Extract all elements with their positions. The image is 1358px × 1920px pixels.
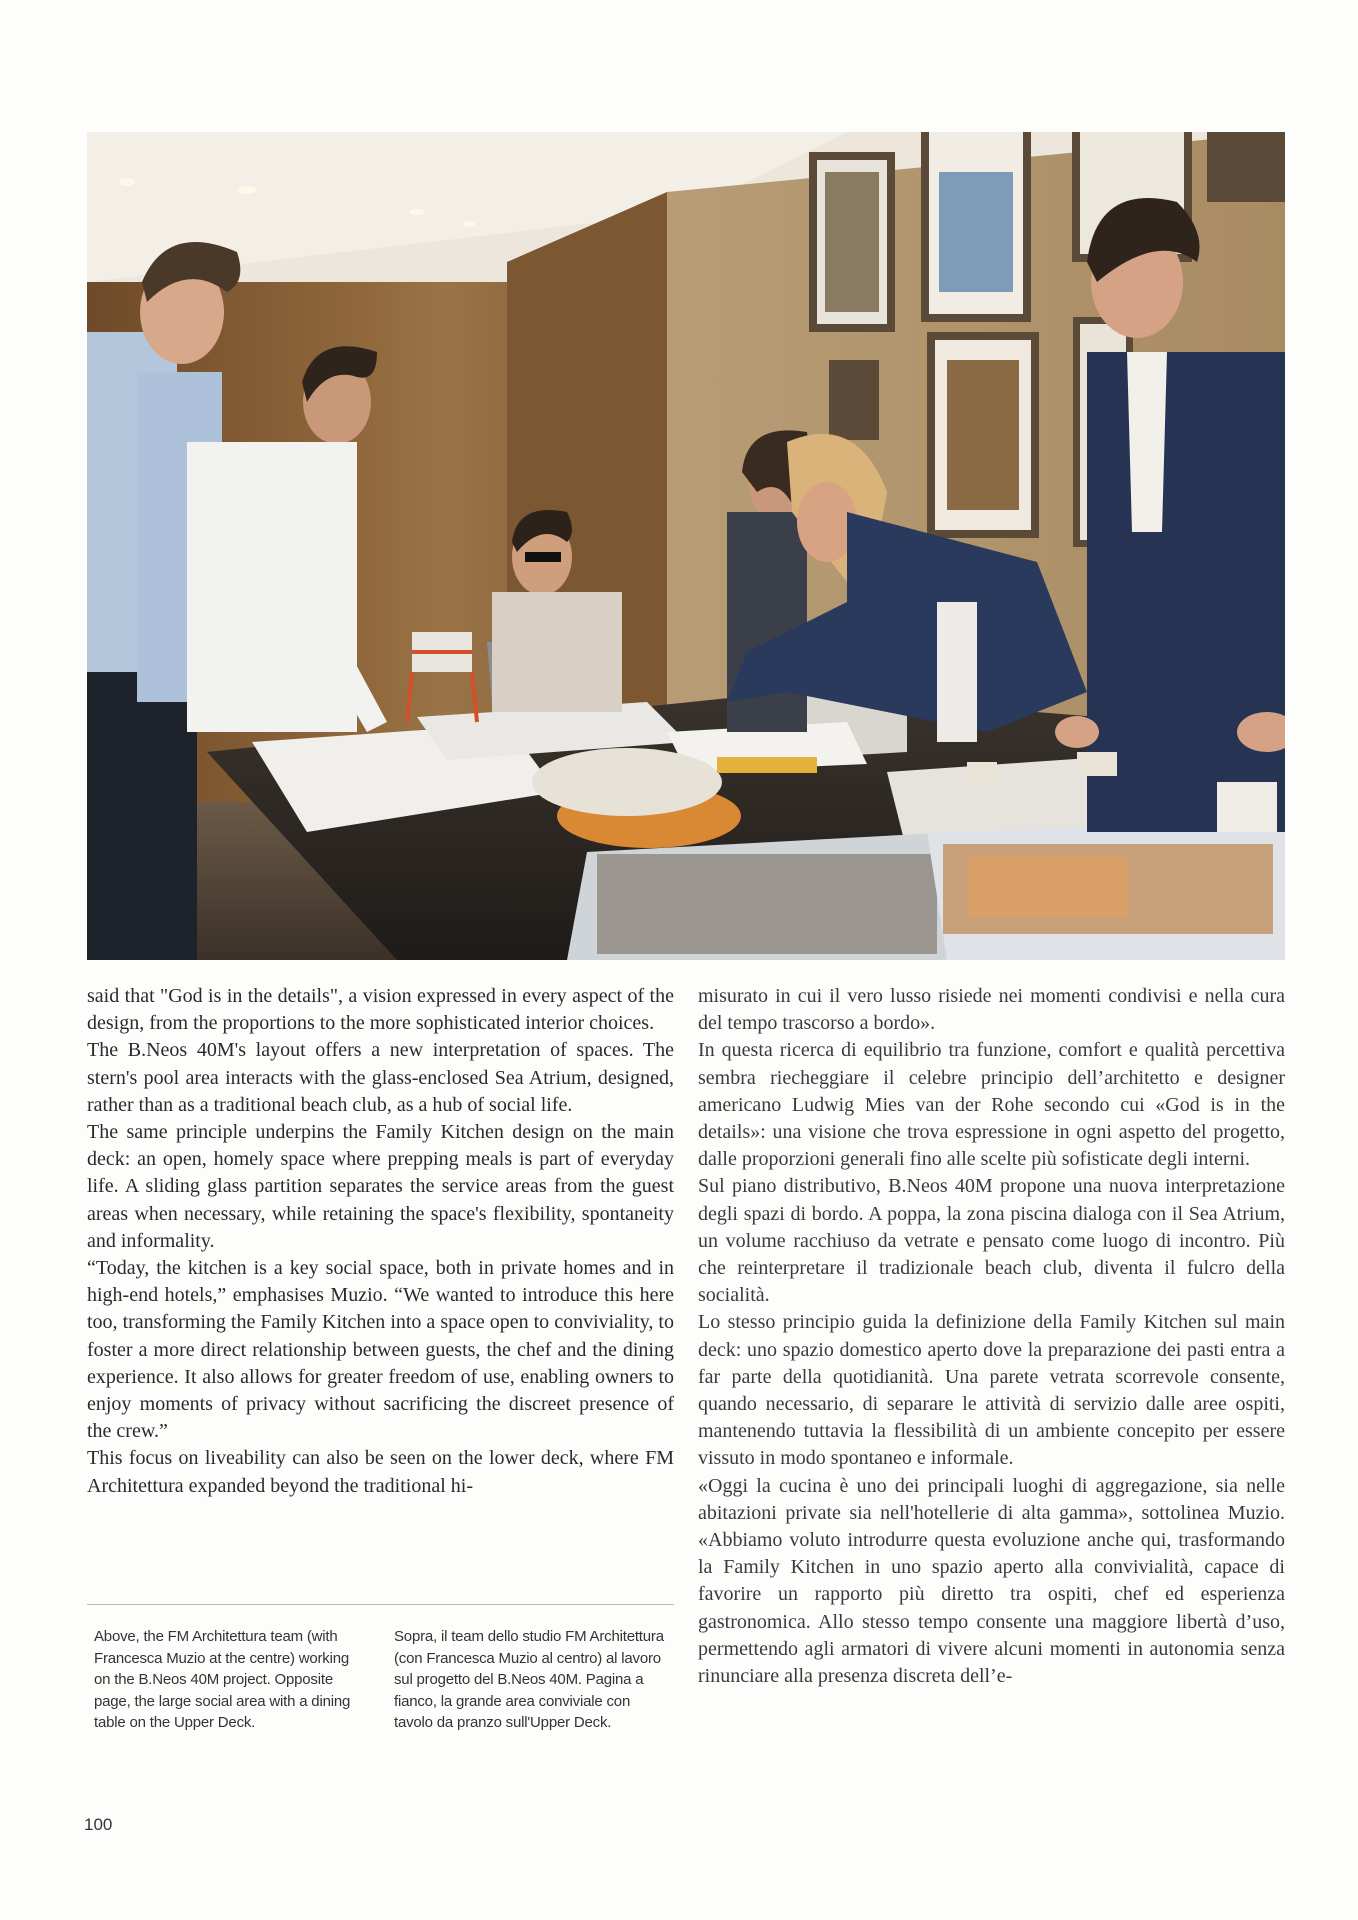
- article-paragraph: The same principle underpins the Family Kitchen design on the main deck: an open, homely space where prepping meals is part of everyday life. A sliding glass partition separates the service areas from the guest areas when necessary, while retaining the space's flexibility, spontaneity and informality.: [87, 1121, 674, 1252]
- article-paragraph: In questa ricerca di equilibrio tra funzione, comfort e qualità percettiva sembra riecheggiare il celebre principio dell’architetto e designer americano Ludwig Mies van der Rohe secondo cui «God is in the details»: una visione che trova espressione in ogni aspetto del progetto, dalle proporzioni generali fino alle scelte più sofisticate degli interni.: [698, 1039, 1285, 1171]
- article-column-italian: [698, 983, 1285, 1690]
- article-paragraph: said that "God is in the details", a vision expressed in every aspect of the design, from the proportions to the more sophisticated interior choices.: [87, 985, 674, 1035]
- article-paragraph: “Today, the kitchen is a key social space, both in private homes and in high-end hotels,” emphasises Muzio. “We wanted to introduce this here too, transforming the Family Kitchen into a space open to conviviality, to foster a more direct relationship between guests, the chef and the dining experience. It also allows for greater freedom of use, enabling owners to enjoy moments of privacy without sacrificing the discreet presence of the crew.”: [87, 1257, 674, 1443]
- photo-caption-italian: [394, 1626, 664, 1734]
- team-photo: [87, 132, 1285, 960]
- article-column-english: [87, 983, 674, 1500]
- article-paragraph: The B.Neos 40M's layout offers a new interpretation of spaces. The stern's pool area interacts with the glass-enclosed Sea Atrium, designed, rather than as a traditional beach club, as a hub of social life.: [87, 1039, 674, 1116]
- article-paragraph: «Oggi la cucina è uno dei principali luoghi di aggregazione, sia nelle abitazioni private sia nell'hotellerie di alta gamma», sottolinea Muzio. «Abbiamo voluto introdurre questa evoluzione anche qui, trasformando la Family Kitchen in uno spazio aperto alla convivialità, capace di favorire un rapporto più diretto tra ospiti, chef ed esperienza gastronomica. Allo stesso tempo consente una maggiore libertà d’uso, permettendo agli armatori di vivere alcuni momenti in autonomia senza rinunciare alla presenza discreta dell’e-: [698, 1474, 1285, 1688]
- caption-text: Above, the FM Architettura team (with Francesca Muzio at the centre) working on the B.Neos 40M project. Opposite page, the large social area with a dining table on the Upper Deck.: [94, 1628, 351, 1731]
- article-paragraph: Sul piano distributivo, B.Neos 40M propone una nuova interpretazione degli spazi di bordo. A poppa, la zona piscina dialoga con il Sea Atrium, un volume racchiuso da vetrate e pensato come luogo di incontro. Più che reinterpretare il tradizionale beach club, diventa il fulcro della socialità.: [698, 1175, 1285, 1307]
- team-photo-illustration: [87, 132, 1285, 960]
- article-paragraph: Lo stesso principio guida la definizione della Family Kitchen sul main deck: uno spazio domestico aperto dove la preparazione dei pasti entra a far parte della quotidianità. Una parete vetrata scorrevole consente, quando necessario, di separare le attività di servizio dalle aree ospiti, mantenendo tuttavia la flessibilità di un ambiente concepito per essere vissuto in modo spontaneo e informale.: [698, 1311, 1285, 1470]
- photo-caption-english: [94, 1626, 364, 1734]
- article-paragraph: misurato in cui il vero lusso risiede nei momenti condivisi e nella cura del tempo trascorso a bordo».: [698, 985, 1285, 1035]
- page-number: 100: [84, 1815, 113, 1834]
- article-paragraph: This focus on liveability can also be seen on the lower deck, where FM Architettura expanded beyond the traditional hi-: [87, 1447, 674, 1497]
- caption-divider: [87, 1604, 674, 1605]
- caption-text: Sopra, il team dello studio FM Architettura (con Francesca Muzio al centro) al lavoro sul progetto del B.Neos 40M. Pagina a fianco, la grande area conviviale con tavolo da pranzo sull'Upper Deck.: [394, 1628, 664, 1731]
